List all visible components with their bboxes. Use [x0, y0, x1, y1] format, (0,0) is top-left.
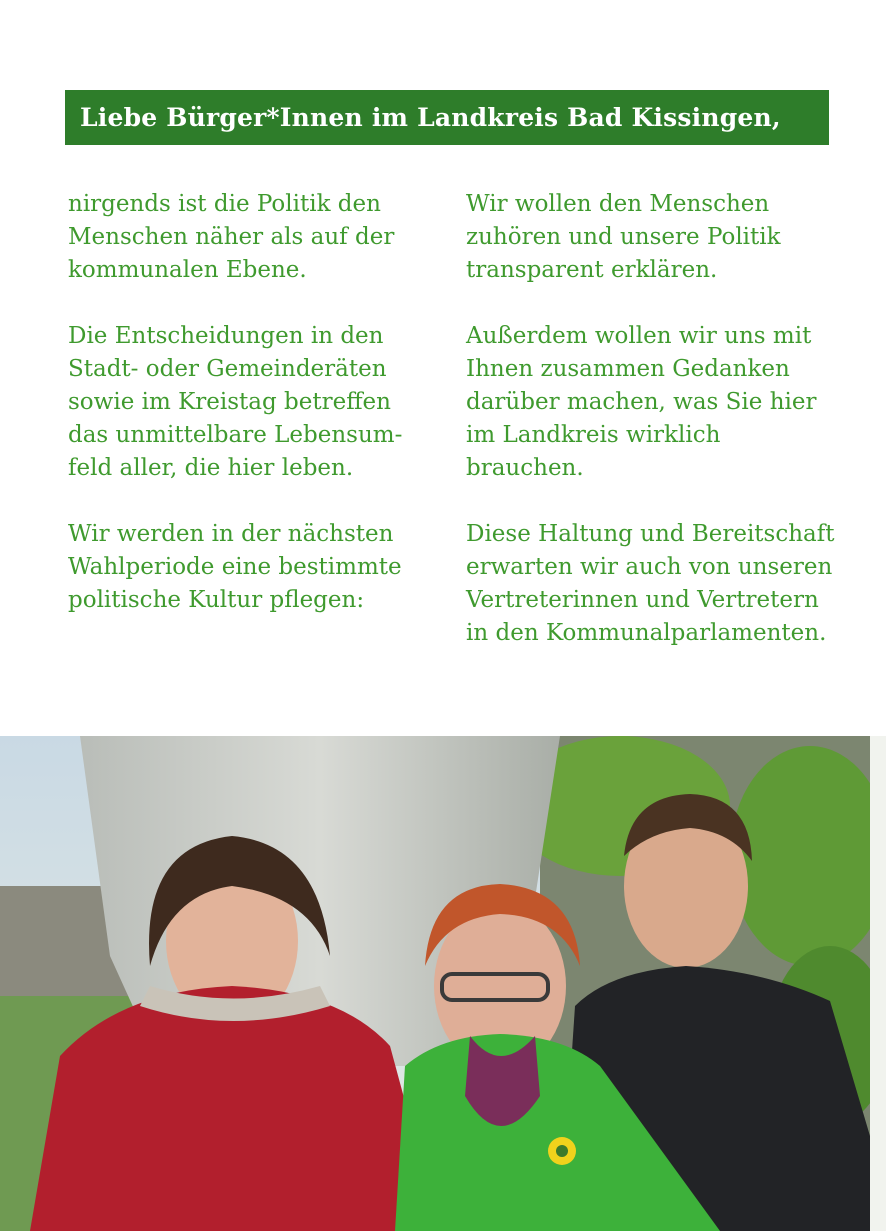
left-text-column — [68, 188, 448, 650]
group-photo — [0, 736, 870, 1231]
left-paragraph-2: Die Entscheidungen in den Stadt- oder Gemeinderäten sowie im Kreistag betreffen das unmittelbare Lebensum- feld aller, die hier leben. — [68, 323, 403, 481]
right-paragraph-3: Diese Haltung und Bereitschaft erwarten wir auch von unseren Vertreterinnen und Vertretern in den Kommunalparlamenten. — [466, 521, 835, 646]
left-paragraph-3: Wir werden in der nächsten Wahlperiode eine bestimmte politische Kultur pflegen: — [68, 521, 402, 613]
left-paragraph-1: nirgends ist die Politik den Menschen näher als auf der kommunalen Ebene. — [68, 191, 395, 283]
right-text-column — [466, 188, 876, 683]
right-paragraph-2: Außerdem wollen wir uns mit Ihnen zusammen Gedanken darüber machen, was Sie hier im Landkreis wirklich brauchen. — [466, 323, 817, 481]
header-banner — [65, 90, 829, 145]
photo-side-strip — [870, 736, 886, 1231]
page-title: Liebe Bürger*Innen im Landkreis Bad Kissingen, — [80, 103, 781, 132]
right-paragraph-1: Wir wollen den Menschen zuhören und unsere Politik transparent erklären. — [466, 191, 781, 283]
